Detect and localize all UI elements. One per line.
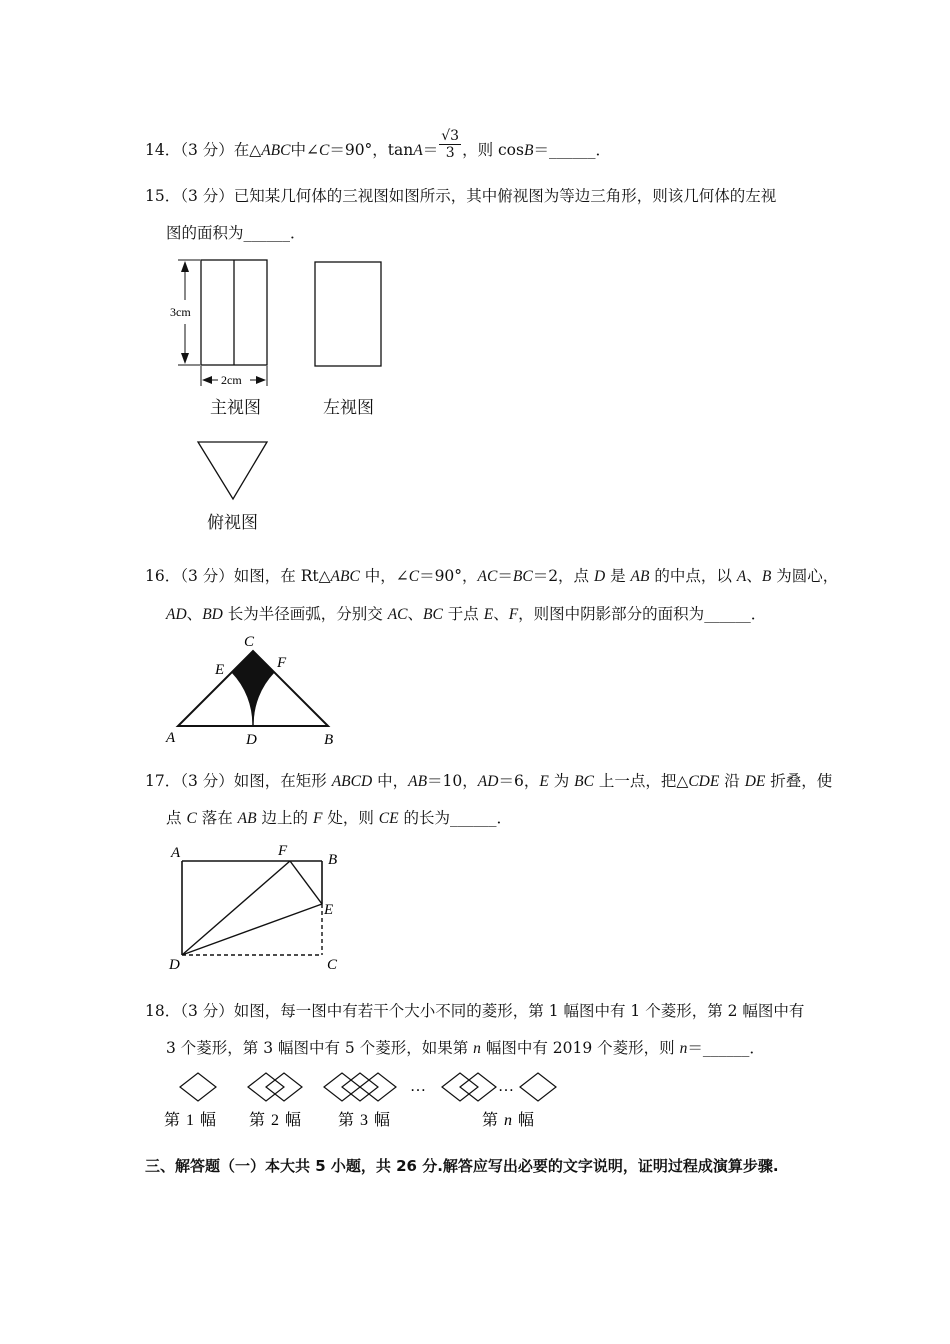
- q17-text: 17．（3 分）如图，在矩形: [145, 772, 332, 790]
- label-A: A: [171, 845, 181, 861]
- edge-FE: [290, 861, 322, 904]
- question-17-line-1: [145, 771, 832, 792]
- q16-var: B: [761, 568, 772, 585]
- q17-var: AB: [237, 810, 257, 827]
- q16-text: ．: [750, 605, 767, 623]
- q14-text: ．: [595, 141, 611, 159]
- label-B: B: [324, 732, 334, 748]
- q16-text: 的中点，以: [649, 567, 737, 585]
- q16-var: C: [408, 568, 420, 585]
- q14-var: B: [523, 142, 534, 159]
- q17-figure: [160, 838, 360, 978]
- q14-var: ABC: [261, 142, 291, 159]
- q17-var: CDE: [688, 773, 720, 790]
- label-D: D: [169, 957, 180, 973]
- left-view-caption: 左视图: [323, 398, 374, 418]
- question-18-line-1: 18．（3 分）如图，每一图中有若干个大小不同的菱形，第 1 幅图中有 1 个菱形，第 2 幅图中有: [145, 1002, 805, 1020]
- q18-text: ．: [749, 1039, 765, 1057]
- q16-text: ＝: [497, 567, 513, 585]
- edge-DF: [182, 861, 290, 955]
- q18-var: n: [679, 1040, 688, 1057]
- label-A: A: [166, 730, 176, 746]
- rhombus: [180, 1073, 216, 1101]
- q14-text: 中∠: [290, 141, 319, 159]
- q14-number: 14．: [145, 141, 181, 159]
- q14-fraction: [439, 128, 461, 161]
- answer-blank: ______: [702, 1039, 750, 1057]
- q14-text: ，则 cos: [462, 141, 524, 159]
- q17-text: 沿: [719, 772, 745, 790]
- q17-text: 为: [548, 772, 575, 790]
- height-label: 3cm: [170, 305, 191, 319]
- caption-number: 1: [186, 1112, 194, 1129]
- q18-text: 3 个菱形，第 3 幅图中有 5 个菱形，如果第: [166, 1039, 474, 1057]
- q17-text: 处，则: [322, 809, 379, 827]
- caption: 幅: [285, 1112, 302, 1129]
- top-view-triangle: [198, 442, 267, 499]
- q16-text: 是: [605, 567, 631, 585]
- question-18-line-2: [166, 1038, 765, 1059]
- label-F: F: [277, 655, 287, 671]
- q16-var: D: [593, 568, 606, 585]
- caption: 第: [482, 1112, 499, 1129]
- q15-text: 图的面积为: [166, 224, 244, 242]
- caption: 幅: [374, 1112, 391, 1129]
- q14-var: A: [413, 142, 423, 159]
- q17-text: 中，: [372, 772, 409, 790]
- fraction-denominator: 3: [445, 144, 455, 161]
- q16-var: AC: [477, 568, 498, 585]
- q17-var: AB: [408, 773, 428, 790]
- question-16-line-2: [166, 604, 766, 625]
- q16-text: ＝90°，: [419, 567, 478, 585]
- q16-var: BC: [512, 568, 533, 585]
- q17-text: 折叠，使: [765, 772, 833, 790]
- label-C: C: [327, 957, 338, 973]
- q14-score: （3 分）: [180, 141, 234, 159]
- question-15-line-1: 15．（3 分）已知某几何体的三视图如图所示，其中俯视图为等边三角形，则该几何体的左视: [145, 187, 777, 205]
- q14-var: C: [318, 142, 330, 159]
- width-label: 2cm: [221, 373, 242, 387]
- question-15-line-2: [166, 223, 306, 243]
- q17-var: ABCD: [331, 773, 373, 790]
- q16-text: ，则图中阴影部分的面积为: [518, 605, 705, 623]
- answer-blank: ______: [704, 605, 751, 623]
- q14-text: ＝: [533, 141, 549, 159]
- caption-number: 3: [360, 1112, 368, 1129]
- q16-var: AC: [387, 606, 408, 623]
- ellipsis: …: [410, 1078, 426, 1095]
- q17-text: 落在: [196, 809, 238, 827]
- caption-number: n: [504, 1112, 512, 1129]
- arrow-left-icon: [202, 376, 212, 384]
- answer-blank: ______: [450, 809, 497, 827]
- q16-text: 、: [746, 567, 762, 585]
- shaded-region: [232, 651, 274, 726]
- q16-text: 、: [407, 605, 424, 623]
- q16-var: E: [483, 606, 494, 623]
- label-C: C: [244, 634, 255, 650]
- q14-text: 在△: [233, 141, 262, 159]
- q16-text: 、: [493, 605, 509, 623]
- arrow-right-icon: [256, 376, 266, 384]
- q17-var: AD: [477, 773, 499, 790]
- top-view-caption: 俯视图: [207, 513, 258, 533]
- q17-var: CE: [378, 810, 399, 827]
- caption: 第: [249, 1112, 266, 1129]
- q16-text: ＝2，点: [532, 567, 594, 585]
- q18-text: 幅图中有 2019 个菱形，则: [480, 1039, 680, 1057]
- q16-var: F: [508, 606, 519, 623]
- q17-text: ．: [496, 809, 513, 827]
- left-view-rect: [315, 262, 381, 366]
- q17-text: ＝6，: [498, 772, 540, 790]
- q16-var: BC: [423, 606, 443, 623]
- section-3-heading: 三、解答题（一）本大共 5 小题，共 26 分.解答应写出必要的文字说明，证明过程成演算步骤.: [145, 1157, 779, 1175]
- label-D: D: [246, 732, 257, 748]
- q17-text: ＝10，: [427, 772, 478, 790]
- question-14: [145, 127, 611, 161]
- q16-var: A: [736, 568, 747, 585]
- q16-var: BD: [202, 606, 223, 623]
- answer-blank: ______: [243, 224, 291, 242]
- q16-text: 中，∠: [359, 567, 409, 585]
- q16-var: AB: [630, 568, 650, 585]
- q17-text: 边上的: [256, 809, 313, 827]
- question-17-line-2: [166, 808, 512, 829]
- q16-text: 于点: [442, 605, 484, 623]
- label-E: E: [215, 662, 225, 678]
- q17-var: DE: [744, 773, 766, 790]
- q16-text: 16．（3 分）如图，在 Rt△: [145, 567, 331, 585]
- fraction-numerator: √3: [441, 127, 460, 144]
- caption-number: 2: [271, 1112, 279, 1129]
- q18-text: ＝: [687, 1039, 703, 1057]
- q16-text: 、: [186, 605, 203, 623]
- arrow-down-icon: [181, 353, 189, 364]
- q16-text: 为圆心，: [771, 567, 839, 585]
- q18-var: n: [473, 1040, 481, 1057]
- q17-text: 点: [166, 809, 187, 827]
- ellipsis: …: [498, 1078, 514, 1095]
- edge-DE: [182, 904, 322, 955]
- front-view-caption: 主视图: [210, 398, 261, 418]
- q14-text: ＝90°，tan: [329, 141, 414, 159]
- q15-text: ．: [290, 224, 306, 242]
- label-F: F: [278, 843, 288, 859]
- q18-rhombus-figure: [160, 1068, 580, 1138]
- q14-text: ＝: [422, 141, 439, 159]
- q16-var: AD: [166, 606, 187, 623]
- label-E: E: [324, 902, 334, 918]
- q17-var: E: [539, 773, 549, 790]
- rhombus: [520, 1073, 556, 1101]
- caption: 幅: [518, 1112, 535, 1129]
- caption: 第: [338, 1112, 355, 1129]
- q16-var: ABC: [330, 568, 360, 585]
- caption: 第: [164, 1112, 181, 1129]
- q16-text: 长为半径画弧，分别交: [222, 605, 388, 623]
- question-16-line-1: [145, 566, 838, 587]
- q16-figure: [160, 630, 350, 750]
- q17-text: 上一点，把△: [593, 772, 689, 790]
- caption: 幅: [200, 1112, 217, 1129]
- answer-blank: ______: [548, 141, 596, 159]
- q17-var: C: [186, 810, 197, 827]
- q17-text: 的长为: [398, 809, 451, 827]
- label-B: B: [328, 852, 338, 868]
- q17-var: F: [312, 810, 323, 827]
- q17-var: BC: [574, 773, 594, 790]
- arrow-up-icon: [181, 261, 189, 272]
